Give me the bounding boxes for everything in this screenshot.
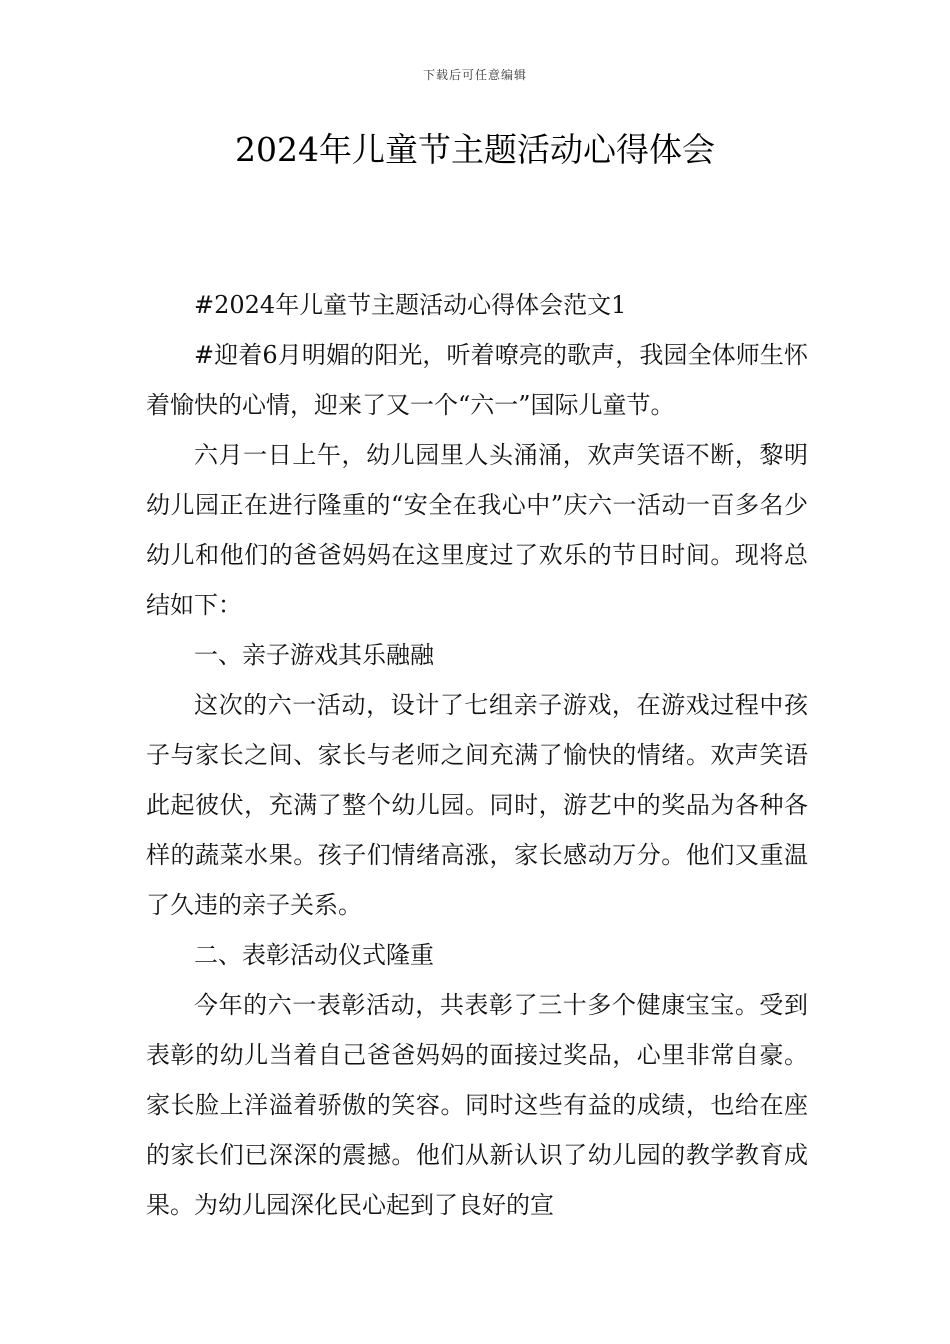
section-heading-2: 二、表彰活动仪式隆重 xyxy=(194,941,434,969)
paragraph: 今年的六一表彰活动，共表彰了三十多个健康宝宝。受到表彰的幼儿当着自己爸爸妈妈的面接过奖品，心里非常自豪。家长脸上洋溢着骄傲的笑容。同时这些有益的成绩，也给在座的家长们已深深的震撼。他们从新认识了幼儿园的教学教育成果。为幼儿园深化民心起到了良好的宣 xyxy=(146,991,808,1219)
document-body xyxy=(146,280,808,1230)
header-note: 下载后可任意编辑 xyxy=(422,68,527,82)
paragraph: 六月一日上午，幼儿园里人头涌涌，欢声笑语不断，黎明幼儿园正在进行隆重的“安全在我心中”庆六一活动一百多名少幼儿和他们的爸爸妈妈在这里度过了欢乐的节日时间。现将总结如下： xyxy=(146,441,808,619)
paragraph-heading-1: #2024年儿童节主题活动心得体会范文1 xyxy=(194,291,627,319)
document-title: 2024年儿童节主题活动心得体会 xyxy=(235,130,715,169)
paragraph: 这次的六一活动，设计了七组亲子游戏，在游戏过程中孩子与家长之间、家长与老师之间充满了愉快的情绪。欢声笑语此起彼伏，充满了整个幼儿园。同时，游艺中的奖品为各种各样的蔬菜水果。孩子们情绪高涨，家长感动万分。他们又重温了久违的亲子关系。 xyxy=(146,691,808,919)
section-heading-1: 一、亲子游戏其乐融融 xyxy=(194,641,434,669)
paragraph: #迎着6月明媚的阳光，听着嘹亮的歌声，我园全体师生怀着愉快的心情，迎来了又一个“六一”国际儿童节。 xyxy=(146,341,808,419)
